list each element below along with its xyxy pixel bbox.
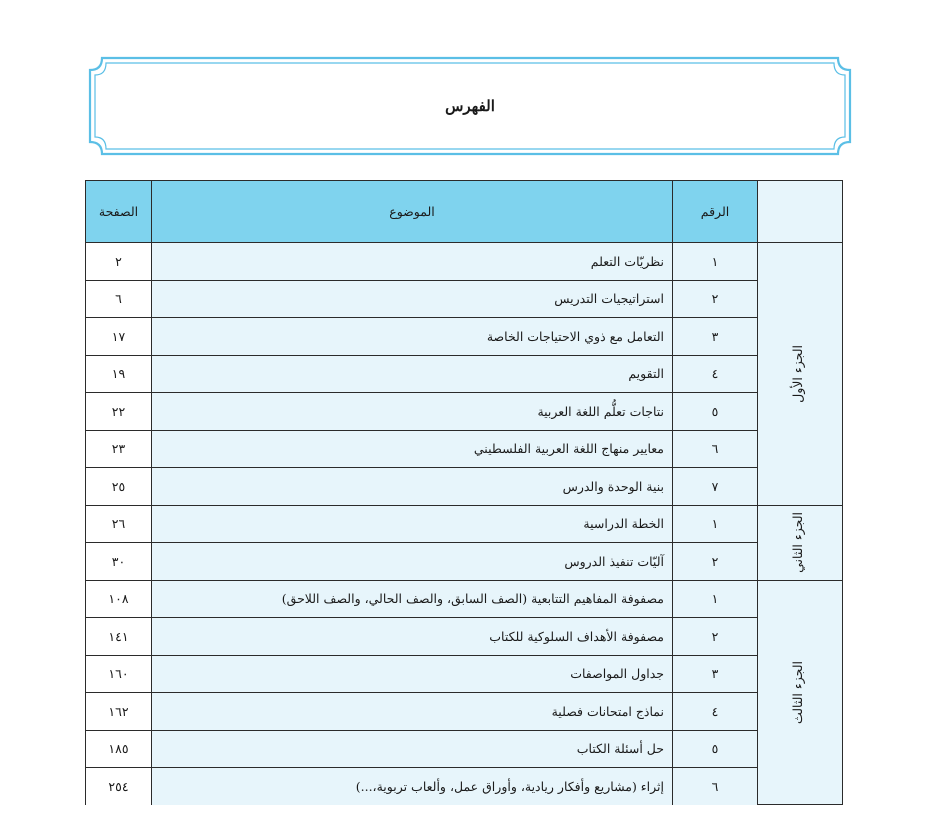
table-row [86, 505, 843, 543]
row-number-cell: ١ [673, 580, 758, 618]
table-row [86, 543, 843, 581]
topic-cell: مصفوفة المفاهيم التتابعية (الصف السابق، والصف الحالي، والصف اللاحق) [152, 580, 673, 618]
table-row [86, 768, 843, 805]
column-header-number: الرقم [673, 181, 758, 243]
part-group-cell [758, 580, 843, 805]
topic-cell: معايير منهاج اللغة العربية الفلسطيني [152, 430, 673, 468]
page-number-cell: ١٩ [86, 355, 152, 393]
page-number-cell: ٢٢ [86, 393, 152, 431]
table-row [86, 618, 843, 656]
part-label: الجزء الثالث [790, 660, 805, 724]
row-number-cell: ٢ [673, 543, 758, 581]
topic-cell: نماذج امتحانات فصلية [152, 693, 673, 731]
row-number-cell: ٦ [673, 768, 758, 805]
page-number-cell: ٢ [86, 243, 152, 281]
page-number-cell: ١٦٠ [86, 655, 152, 693]
row-number-cell: ١ [673, 505, 758, 543]
table-body [86, 243, 843, 805]
table-row [86, 393, 843, 431]
topic-cell: استراتيجيات التدريس [152, 280, 673, 318]
page-number-cell: ١٨٥ [86, 730, 152, 768]
topic-cell: التعامل مع ذوي الاحتياجات الخاصة [152, 318, 673, 356]
row-number-cell: ١ [673, 243, 758, 281]
page-number-cell: ١٦٢ [86, 693, 152, 731]
row-number-cell: ٢ [673, 280, 758, 318]
topic-cell: نتاجات تعلُّم اللغة العربية [152, 393, 673, 431]
row-number-cell: ٤ [673, 693, 758, 731]
topic-cell: نظريّات التعلم [152, 243, 673, 281]
index-table [85, 180, 843, 805]
row-number-cell: ٢ [673, 618, 758, 656]
page-number-cell: ١٠٨ [86, 580, 152, 618]
table-row [86, 655, 843, 693]
part-group-cell [758, 505, 843, 580]
table-row [86, 580, 843, 618]
table-row [86, 430, 843, 468]
page-number-cell: ٣٠ [86, 543, 152, 581]
page-number-cell: ٦ [86, 280, 152, 318]
table-row [86, 280, 843, 318]
page-number-cell: ١٤١ [86, 618, 152, 656]
row-number-cell: ٣ [673, 318, 758, 356]
row-number-cell: ٥ [673, 393, 758, 431]
column-header-page: الصفحة [86, 181, 152, 243]
table-row [86, 243, 843, 281]
table-row [86, 693, 843, 731]
topic-cell: التقويم [152, 355, 673, 393]
row-number-cell: ٥ [673, 730, 758, 768]
table-row [86, 468, 843, 506]
topic-cell: بنية الوحدة والدرس [152, 468, 673, 506]
table-row [86, 730, 843, 768]
row-number-cell: ٤ [673, 355, 758, 393]
page-number-cell: ٢٥ [86, 468, 152, 506]
topic-cell: الخطة الدراسية [152, 505, 673, 543]
row-number-cell: ٧ [673, 468, 758, 506]
column-header-topic: الموضوع [152, 181, 673, 243]
topic-cell: آليّات تنفيذ الدروس [152, 543, 673, 581]
title-banner [84, 54, 856, 158]
page-number-cell: ١٧ [86, 318, 152, 356]
topic-cell: حل أسئلة الكتاب [152, 730, 673, 768]
topic-cell: إثراء (مشاريع وأفكار ريادية، وأوراق عمل، وألعاب تربوية،...) [152, 768, 673, 805]
page-title: الفهرس [445, 97, 495, 115]
page-number-cell: ٢٦ [86, 505, 152, 543]
page-number-cell: ٢٣ [86, 430, 152, 468]
part-group-cell [758, 243, 843, 506]
page-number-cell: ٢٥٤ [86, 768, 152, 805]
topic-cell: مصفوفة الأهداف السلوكية للكتاب [152, 618, 673, 656]
part-label: الجزء الثاني [790, 512, 805, 573]
part-label: الجزء الأول [790, 344, 805, 403]
topic-cell: جداول المواصفات [152, 655, 673, 693]
table-row [86, 318, 843, 356]
row-number-cell: ٦ [673, 430, 758, 468]
column-header-part [758, 181, 843, 243]
table-row [86, 355, 843, 393]
table-header-row [86, 181, 843, 243]
row-number-cell: ٣ [673, 655, 758, 693]
